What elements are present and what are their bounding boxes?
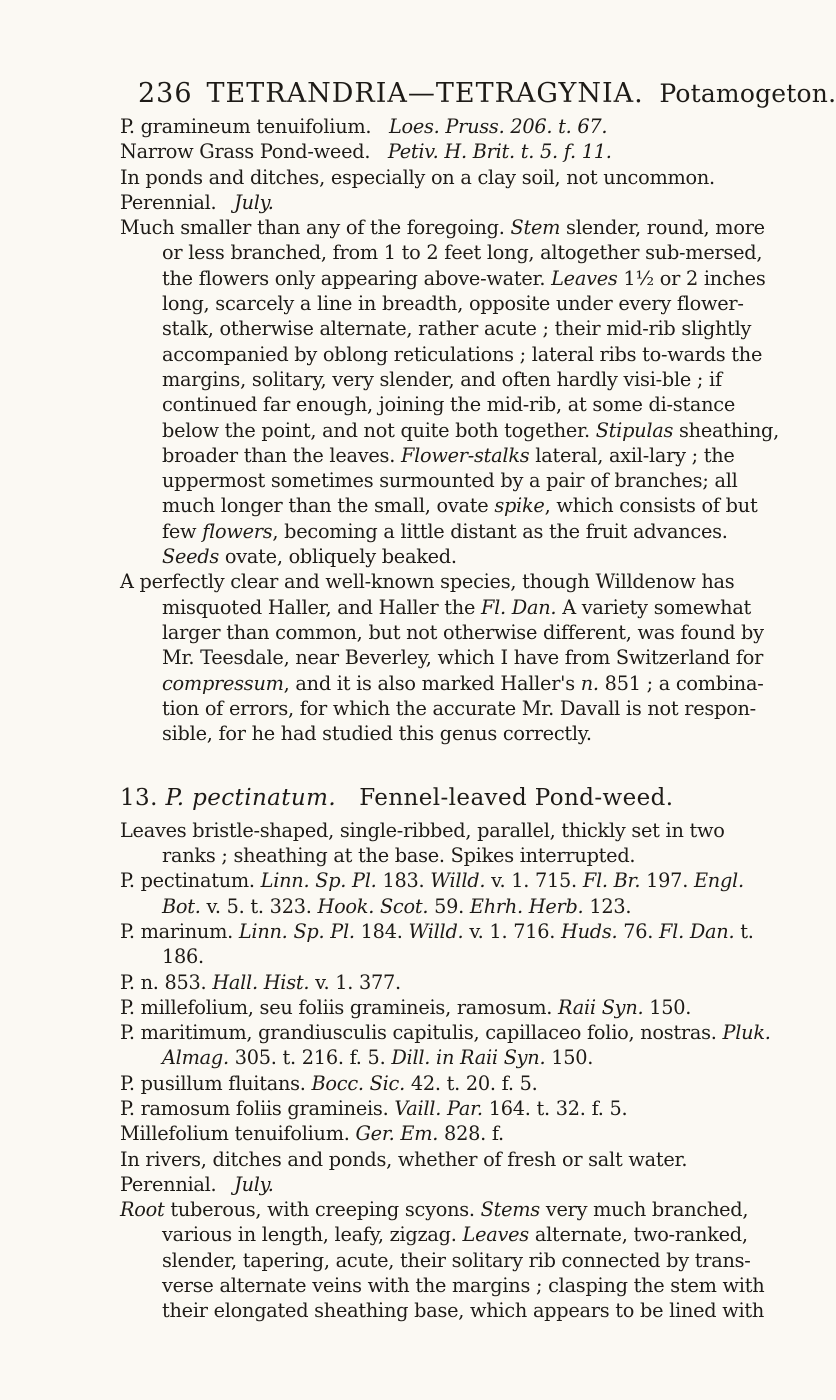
text-run: P. ramosum foliis gramineis. — [120, 1096, 395, 1120]
text-run: tuberous, with creeping scyons. — [164, 1198, 481, 1222]
text-run: 42. t. 20. f. 5. — [404, 1071, 538, 1095]
text-run: 197. — [640, 869, 694, 893]
italic-text: Flower-stalks — [400, 443, 530, 467]
text-run: P. marinum. — [120, 919, 239, 943]
text-run: , which consists of but few — [162, 494, 758, 543]
text-run: v. 1. 377. — [309, 970, 401, 994]
synonym-entry — [120, 868, 780, 919]
italic-text: Hook. Scot. — [317, 894, 429, 918]
italic-text: flowers — [202, 519, 273, 543]
italic-text: Fl. Dan. — [659, 919, 735, 943]
text-run: P. millefolium, seu foliis gramineis, ramosum. — [120, 995, 559, 1019]
description-paragraph — [120, 1197, 780, 1323]
text-run: ovate, obliquely beaked. — [219, 545, 457, 569]
italic-text: Fl. Dan. — [481, 595, 557, 619]
italic-text: Seeds — [162, 545, 220, 569]
text-run: v. 1. 716. — [463, 919, 562, 943]
text-run: Much smaller than any of the foregoing. — [120, 216, 511, 240]
text-run: P. n. 853. — [120, 970, 213, 994]
italic-text: spike — [494, 494, 545, 518]
synonym-entry — [120, 970, 780, 995]
synonym-entry — [120, 995, 780, 1020]
text-run: A perfectly clear and well-known species, though Willdenow has misquoted Haller, and Haller the — [120, 570, 735, 619]
italic-text: Bocc. Sic. — [311, 1071, 405, 1095]
genus-heading: Potamogeton. — [659, 79, 836, 108]
text-run: P. pusillum fluitans. — [120, 1071, 312, 1095]
text-run: v. 1. 715. — [485, 869, 583, 893]
text-run: A variety somewhat larger than common, but not otherwise different, was found by Mr. Teesdale, near Beverley, which I have from Switzerland for — [162, 595, 764, 670]
text-run: 305. t. 216. f. 5. — [228, 1046, 392, 1070]
text-run: 1½ or 2 inches long, scarcely a line in breadth, opposite under every flower-stalk, otherwise alternate, rather acute ; their mid-rib slightly accompanied by oblong reticulations ; lateral ribs to-wards the margins, solitary, very slender, and often hardly visi-ble ; if continued far enough, joining the mid-rib, at some di-stance below the point, and not quite both together. — [162, 266, 766, 442]
text-run: 123. — [583, 894, 632, 918]
species-name: P. pectinatum. — [165, 785, 337, 812]
italic-text: Stems — [480, 1198, 540, 1222]
italic-text: Stipulas — [595, 418, 674, 442]
text-run: lateral, axil-lary ; the uppermost sometimes surmounted by a pair of branches; all much longer than the small, ovate — [162, 443, 738, 518]
text-run: 851 ; a combina-tion of errors, for which the accurate Mr. Davall is not respon-sible, for he had studied this genus correctly. — [162, 671, 764, 746]
common-name-line: Narrow Grass Pond-weed. Petiv. H. Brit. t. 5. f. 11. — [120, 140, 612, 164]
italic-text: Root — [120, 1198, 165, 1222]
species-heading: 13. P. pectinatum. Fennel-leaved Pond-weed. — [120, 785, 674, 812]
page-number: 236 — [138, 78, 193, 109]
synonym-entry — [120, 1020, 780, 1071]
italic-text: Stem — [510, 216, 561, 240]
text-run: P. maritimum, grandiusculis capitulis, capillaceo folio, nostras. — [120, 1021, 723, 1045]
italic-text: Dill. in Raii Syn. — [391, 1046, 546, 1070]
text-run: Millefolium tenuifolium. — [120, 1122, 356, 1146]
italic-text: Linn. Sp. Pl. — [238, 919, 355, 943]
italic-text: Willd. — [430, 869, 486, 893]
text-run: 59. — [428, 894, 470, 918]
synonym-entry — [120, 1121, 780, 1146]
text-run: alternate, two-ranked, slender, tapering, acute, their solitary rib connected by trans-verse alternate veins with the margins ; clasping the stem with their elongated sheathing base, which appears to be lined with — [162, 1223, 765, 1323]
text-run: , becoming a little distant as the fruit advances. — [272, 519, 728, 543]
text-run: 164. t. 32. f. 5. — [482, 1096, 628, 1120]
italic-text: Huds. — [561, 919, 618, 943]
running-header — [138, 78, 836, 109]
italic-text: n. — [580, 671, 599, 695]
duration-line: Perennial. July. — [120, 1172, 274, 1196]
italic-text: Vaill. Par. — [394, 1096, 483, 1120]
text-run: 184. — [354, 919, 409, 943]
text-run: sheathing, broader than the leaves. — [162, 418, 779, 467]
text-run: P. pectinatum. — [120, 869, 261, 893]
italic-text: Linn. Sp. Pl. — [260, 869, 377, 893]
habitat-line: In ponds and ditches, especially on a clay soil, not uncommon. — [120, 165, 715, 189]
italic-text: Ger. Em. — [355, 1122, 439, 1146]
text-run: very much branched, various in length, leafy, zigzag. — [162, 1198, 749, 1247]
italic-text: Pluk. Almag. — [162, 1021, 771, 1070]
duration-line: Perennial. July. — [120, 190, 274, 214]
text-run: t. 186. — [162, 919, 754, 969]
synonym-line: P. gramineum tenuifolium. Loes. Pruss. 206. t. 67. — [120, 115, 608, 138]
note-paragraph — [120, 569, 780, 746]
italic-text: Leaves — [462, 1223, 529, 1247]
page-body — [120, 114, 780, 1324]
text-run: 183. — [376, 869, 431, 893]
text-run: 828. f. — [438, 1122, 504, 1146]
italic-text: Leaves — [551, 266, 618, 290]
synonym-entry — [120, 1071, 780, 1096]
diagnosis-paragraph: Leaves bristle-shaped, single-ribbed, parallel, thickly set in two ranks ; sheathing at the base. Spikes interrupted. — [120, 818, 725, 868]
italic-text: compressum — [162, 671, 284, 695]
text-run: slender, round, more or less branched, from 1 to 2 feet long, altogether sub-mersed, the flowers only appearing above-water. — [162, 216, 765, 290]
synonym-list — [120, 868, 780, 1146]
text-run: 150. — [643, 995, 692, 1019]
text-run: , and it is also marked Haller's — [283, 671, 581, 695]
running-title: TETRANDRIA—TETRAGYNIA. — [206, 78, 644, 109]
italic-text: Ehrh. Herb. — [469, 894, 584, 918]
text-run: 76. — [617, 919, 660, 943]
species-common-name: Fennel-leaved Pond-weed. — [359, 785, 674, 812]
italic-text: Raii Syn. — [558, 995, 644, 1019]
synonym-entry — [120, 919, 780, 970]
italic-text: Hall. Hist. — [212, 970, 310, 994]
italic-text: Willd. — [408, 919, 464, 943]
habitat-line: In rivers, ditches and ponds, whether of fresh or salt water. — [120, 1147, 688, 1171]
description-paragraph — [120, 215, 780, 569]
text-run: v. 5. t. 323. — [200, 894, 318, 918]
italic-text: Fl. Br. — [582, 869, 641, 893]
italic-text: Engl. Bot. — [162, 869, 744, 918]
text-run: 150. — [545, 1046, 594, 1070]
synonym-entry — [120, 1096, 780, 1121]
